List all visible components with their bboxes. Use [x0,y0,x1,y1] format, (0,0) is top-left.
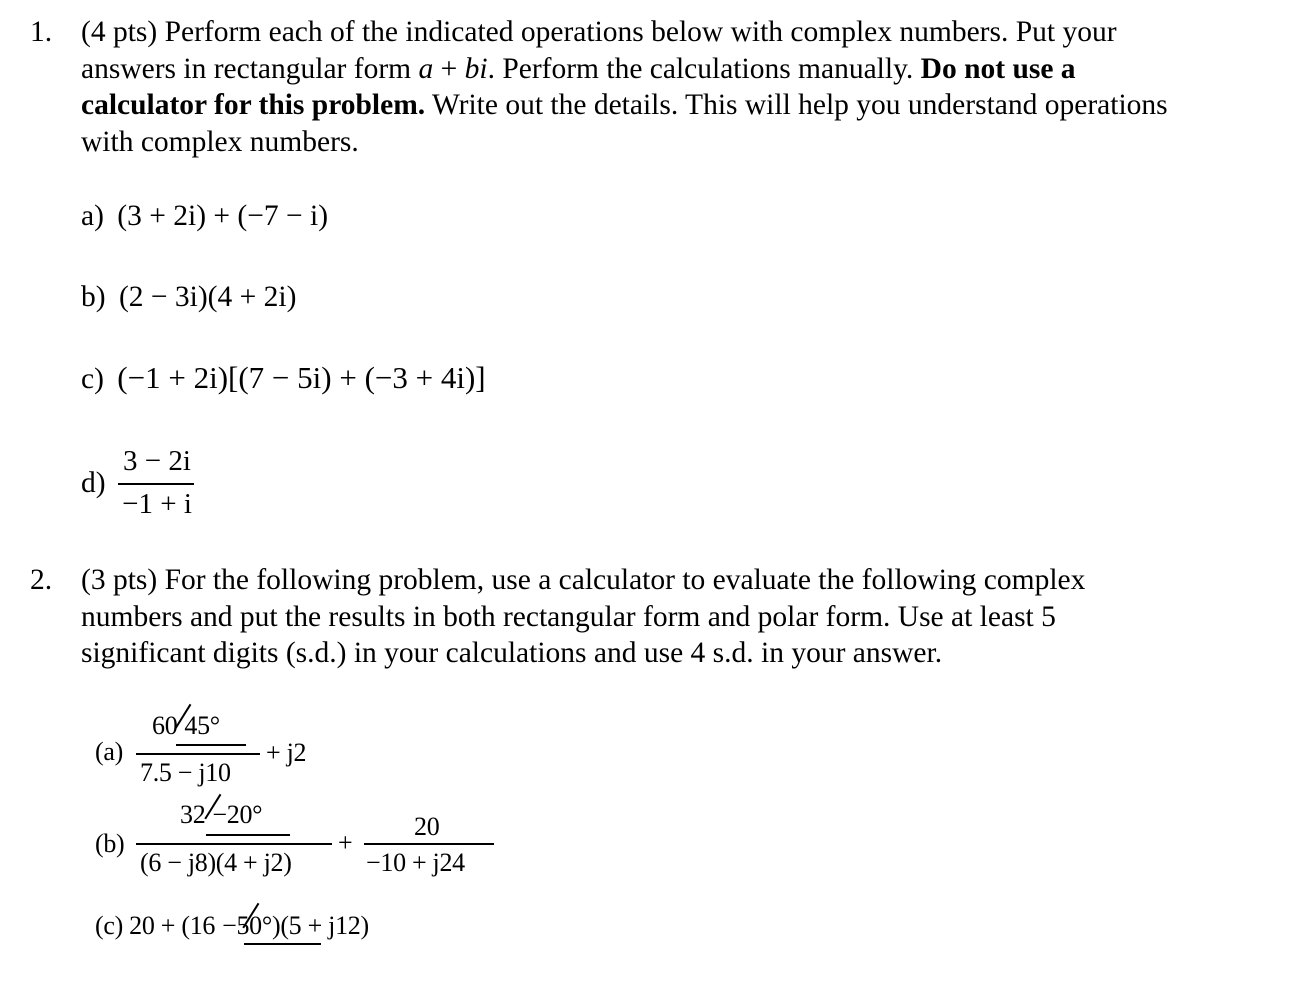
q2-a-denominator: 7.5 − j10 [140,758,231,787]
q2-c-angle-line [244,943,321,945]
q2-b-denominator-1: (6 − j8)(4 + j2) [140,848,292,877]
q2-b-fraction-bar-1 [136,843,332,845]
question-1-text [81,14,1168,160]
q1-line-3 [81,87,1168,124]
q1-d-fraction-bar [118,483,194,485]
q2-c-pre: 20 + (16 [129,911,216,940]
q1-form-bi: bi [464,52,488,85]
q2-line-1 [81,562,1085,599]
q1-part-a [81,198,328,234]
q1-text-c: Write out the details. This will help you understand operations [425,89,1168,122]
q1-b-label: b) [81,281,106,313]
q2-b-angle-line [206,834,290,836]
q2-part-c [95,911,369,941]
q2-a-tail: + j2 [266,738,307,767]
q1-b-expression: (2 − 3i)(4 + 2i) [118,281,297,313]
q2-line-1-text: For the following problem, use a calculator to evaluate the following complex [164,564,1086,596]
q1-d-label: d) [81,467,106,499]
q1-form-a: a [418,52,434,85]
q1-form-plus: + [433,52,465,85]
q1-c-expression: (−1 + 2i)[(7 − 5i) + (−3 + 4i)] [117,360,486,395]
q2-b-numerator-1 [180,800,262,830]
q2-b-num1-magnitude: 32 [180,800,206,829]
q2-a-angle-line [176,744,246,746]
q1-d-numerator: 3 − 2i [123,445,191,477]
q2-a-num-magnitude: 60 [152,711,178,740]
q2-b-label: (b) [95,829,125,858]
q2-b-denominator-2: −10 + j24 [366,848,465,877]
q1-bold-1: Do not use a [920,52,1076,85]
q2-a-fraction-bar [136,753,260,755]
q1-line-2 [81,51,1168,88]
q1-a-label: a) [81,200,104,232]
q2-a-numerator [152,711,220,741]
q1-line-4: with complex numbers. [81,125,359,158]
q1-c-label: c) [81,363,104,395]
question-2-number: 2. [30,564,53,596]
q2-line-3: significant digits (s.d.) in your calculations and use 4 s.d. in your answer. [81,637,943,670]
q1-d-denominator: −1 + i [122,488,192,520]
q2-c-label: (c) [95,911,123,940]
q1-text-b1: answers in rectangular form [81,52,419,85]
q2-points: (3 pts) [81,564,158,596]
q1-part-c [81,360,486,397]
q2-line-2: numbers and put the results in both rectangular form and polar form. Use at least 5 [81,600,1056,633]
q1-a-expression: (3 + 2i) + (−7 − i) [117,200,329,232]
q2-b-numerator-2: 20 [414,812,440,841]
q1-bold-2: calculator for this problem. [81,89,426,122]
question-1-number: 1. [30,16,53,48]
q2-b-plus: + [338,828,353,857]
q2-a-label: (a) [95,737,123,766]
q1-text-b2: . Perform the calculations manually. [487,52,921,85]
q2-b-fraction-bar-2 [364,843,494,845]
q2-c-post: )(5 + j12) [271,911,369,940]
q1-line-1 [81,14,1168,51]
q2-b-num1-angle: −20° [212,800,263,829]
q1-text-a: Perform each of the indicated operations below with complex numbers. Put your [164,16,1117,48]
q1-part-b [81,279,296,315]
q1-points: (4 pts) [81,16,158,48]
question-2-text [81,562,1085,672]
q2-a-num-angle: 45° [184,711,220,740]
q2-c-angle: −50° [222,911,272,940]
